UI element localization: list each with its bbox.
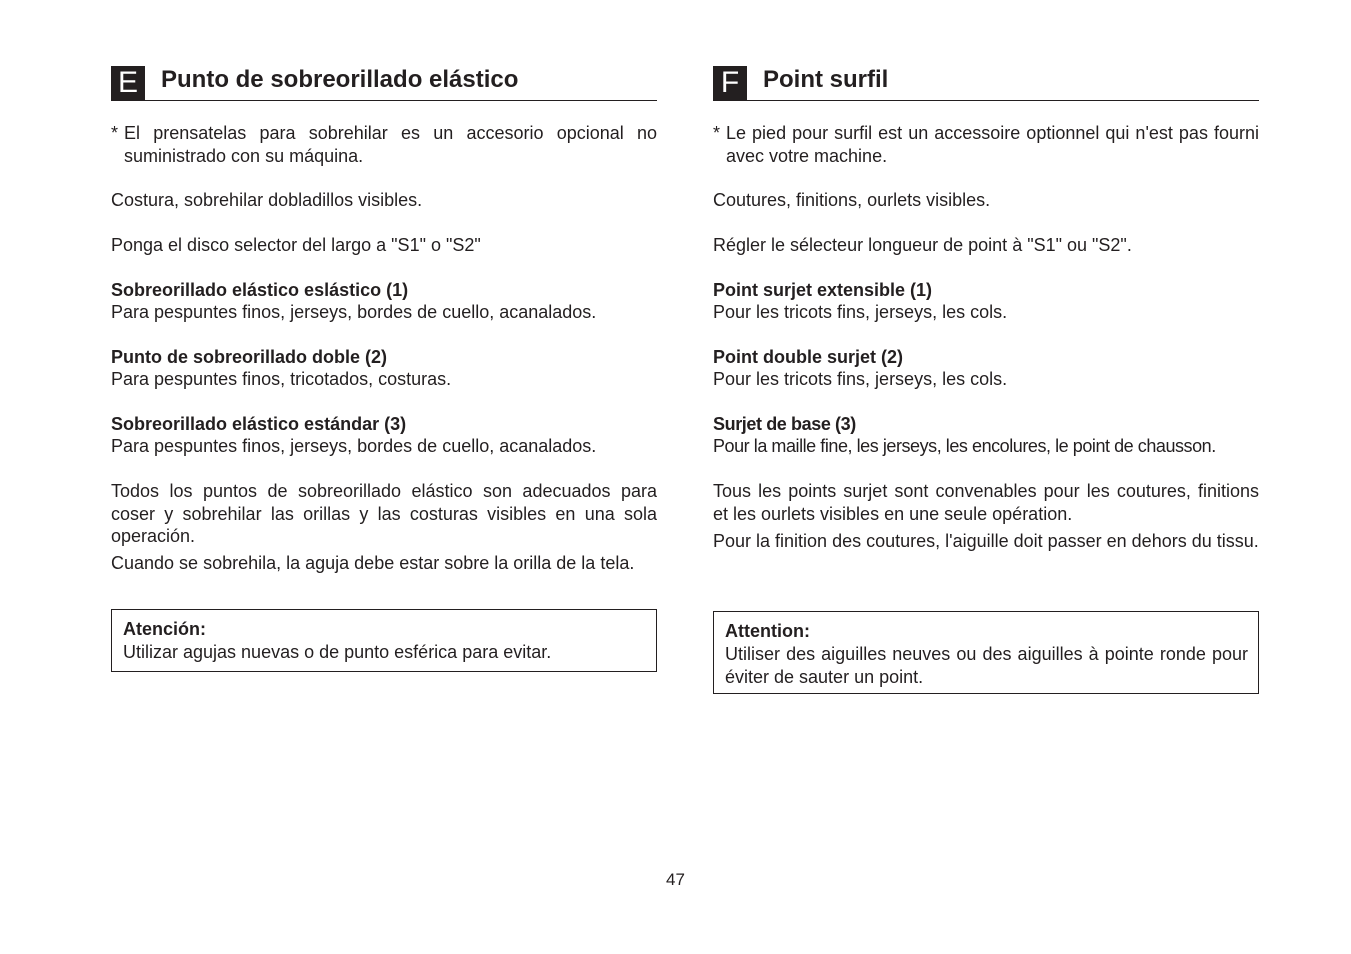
stitch-desc-fr-2: Pour les tricots fins, jerseys, les cols.	[713, 369, 1008, 389]
page-number: 47	[666, 870, 685, 889]
note-marker-es: *	[111, 123, 119, 143]
language-badge-fr: F	[713, 66, 747, 100]
instruction-text-fr: Régler le sélecteur longueur de point à "S1" ou "S2".	[713, 235, 1132, 255]
attention-title-fr: Attention:	[725, 621, 810, 641]
stitch-name-fr-1: Point surjet extensible (1)	[713, 280, 933, 300]
note-marker-fr: *	[713, 123, 721, 143]
accessory-note-fr	[713, 122, 1259, 167]
attention-box-fr	[713, 611, 1259, 694]
summary-text-es: Todos los puntos de sobreorillado elástico son adecuados para coser y sobrehilar las orillas y las costuras visibles en una sola operación.	[111, 481, 657, 546]
section-title-fr: Point surfil	[763, 66, 889, 93]
stitch-name-fr-3: Surjet de base (3)	[713, 414, 856, 434]
spanish-column	[111, 65, 657, 662]
tip-text-es: Cuando se sobrehila, la aguja debe estar sobre la orilla de la tela.	[111, 553, 635, 573]
usage-text-fr: Coutures, finitions, ourlets visibles.	[713, 190, 991, 210]
french-column	[713, 65, 1259, 687]
note-text-es: El prensatelas para sobrehilar es un accesorio opcional no suministrado con su máquina.	[124, 123, 657, 166]
stitch-desc-fr-1: Pour les tricots fins, jerseys, les cols.	[713, 302, 1008, 322]
usage-text-es: Costura, sobrehilar dobladillos visibles.	[111, 190, 423, 210]
note-text-fr: Le pied pour surfil est un accessoire optionnel qui n'est pas fourni avec votre machine.	[726, 123, 1259, 166]
stitch-name-es-3: Sobreorillado elástico estándar (3)	[111, 414, 407, 434]
attention-box-es	[111, 609, 657, 672]
stitch-desc-es-1: Para pespuntes finos, jerseys, bordes de cuello, acanalados.	[111, 302, 597, 322]
language-badge-es: E	[111, 66, 145, 100]
section-title-es: Punto de sobreorillado elástico	[161, 66, 519, 93]
accessory-note-es	[111, 122, 657, 167]
stitch-name-fr-2: Point double surjet (2)	[713, 347, 904, 367]
stitch-name-es-1: Sobreorillado elástico eslástico (1)	[111, 280, 409, 300]
instruction-text-es: Ponga el disco selector del largo a "S1" o "S2"	[111, 235, 481, 255]
attention-text-es: Utilizar agujas nuevas o de punto esférica para evitar.	[123, 642, 552, 662]
summary-text-fr: Tous les points surjet sont convenables pour les coutures, finitions et les ourlets visibles en une seule opération.	[713, 481, 1259, 524]
stitch-desc-fr-3: Pour la maille fine, les jerseys, les encolures, le point de chausson.	[713, 436, 1216, 456]
attention-text-fr: Utiliser des aiguilles neuves ou des aiguilles à pointe ronde pour éviter de sauter un point.	[725, 644, 1248, 687]
stitch-name-es-2: Punto de sobreorillado doble (2)	[111, 347, 388, 367]
section-header-fr	[713, 65, 1259, 101]
section-header-es	[111, 65, 657, 101]
stitch-desc-es-3: Para pespuntes finos, jerseys, bordes de cuello, acanalados.	[111, 436, 597, 456]
tip-text-fr: Pour la finition des coutures, l'aiguille doit passer en dehors du tissu.	[713, 531, 1259, 551]
stitch-desc-es-2: Para pespuntes finos, tricotados, costuras.	[111, 369, 452, 389]
attention-title-es: Atención:	[123, 619, 206, 639]
